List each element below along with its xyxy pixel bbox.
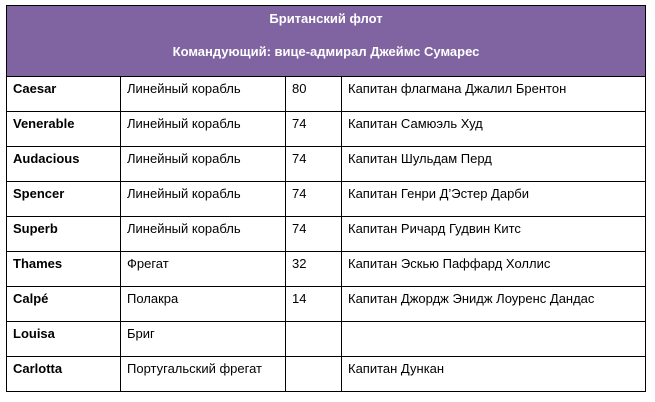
ship-guns-cell: 14: [286, 287, 342, 322]
table-row: [7, 217, 646, 252]
ship-name-cell: Caesar: [7, 77, 121, 112]
ship-name-cell: Spencer: [7, 182, 121, 217]
table-row: [7, 322, 646, 357]
ship-guns-cell: [286, 357, 342, 392]
ship-type-cell: Линейный корабль: [121, 182, 286, 217]
table-row: [7, 287, 646, 322]
ship-captain-cell: Капитан флагмана Джалил Брентон: [342, 77, 646, 112]
ship-type-cell: Линейный корабль: [121, 77, 286, 112]
ship-type-cell: Полакра: [121, 287, 286, 322]
ship-captain-cell: Капитан Генри Д’Эстер Дарби: [342, 182, 646, 217]
ship-captain-cell: Капитан Ричард Гудвин Китс: [342, 217, 646, 252]
ship-name-cell: Louisa: [7, 322, 121, 357]
ship-captain-cell: Капитан Шульдам Перд: [342, 147, 646, 182]
ship-name-cell: Calpé: [7, 287, 121, 322]
fleet-commander: Командующий: вице-адмирал Джеймс Сумарес: [172, 44, 480, 59]
ship-guns-cell: 74: [286, 182, 342, 217]
ship-name-cell: Superb: [7, 217, 121, 252]
ship-type-cell: Линейный корабль: [121, 217, 286, 252]
ship-guns-cell: 32: [286, 252, 342, 287]
table-row: [7, 182, 646, 217]
ship-guns-cell: 74: [286, 112, 342, 147]
ship-name-cell: Carlotta: [7, 357, 121, 392]
ship-name-cell: Audacious: [7, 147, 121, 182]
ship-type-cell: Линейный корабль: [121, 112, 286, 147]
table-header-row: [7, 6, 646, 77]
table-row: [7, 252, 646, 287]
ship-guns-cell: 80: [286, 77, 342, 112]
ship-type-cell: Линейный корабль: [121, 147, 286, 182]
ship-guns-cell: 74: [286, 147, 342, 182]
ship-captain-cell: Капитан Дункан: [342, 357, 646, 392]
ship-captain-cell: [342, 322, 646, 357]
ship-name-cell: Venerable: [7, 112, 121, 147]
table-row: [7, 357, 646, 392]
fleet-title: Британский флот: [269, 11, 383, 26]
ship-type-cell: Бриг: [121, 322, 286, 357]
fleet-table: [6, 5, 646, 392]
ship-captain-cell: Капитан Эскью Паффард Холлис: [342, 252, 646, 287]
table-row: [7, 77, 646, 112]
ship-captain-cell: Капитан Джордж Энидж Лоуренс Дандас: [342, 287, 646, 322]
table-header-cell: [7, 6, 646, 77]
ship-guns-cell: 74: [286, 217, 342, 252]
table-row: [7, 112, 646, 147]
table-row: [7, 147, 646, 182]
ship-captain-cell: Капитан Самюэль Худ: [342, 112, 646, 147]
ship-type-cell: Португальский фрегат: [121, 357, 286, 392]
ship-type-cell: Фрегат: [121, 252, 286, 287]
ship-guns-cell: [286, 322, 342, 357]
ship-name-cell: Thames: [7, 252, 121, 287]
